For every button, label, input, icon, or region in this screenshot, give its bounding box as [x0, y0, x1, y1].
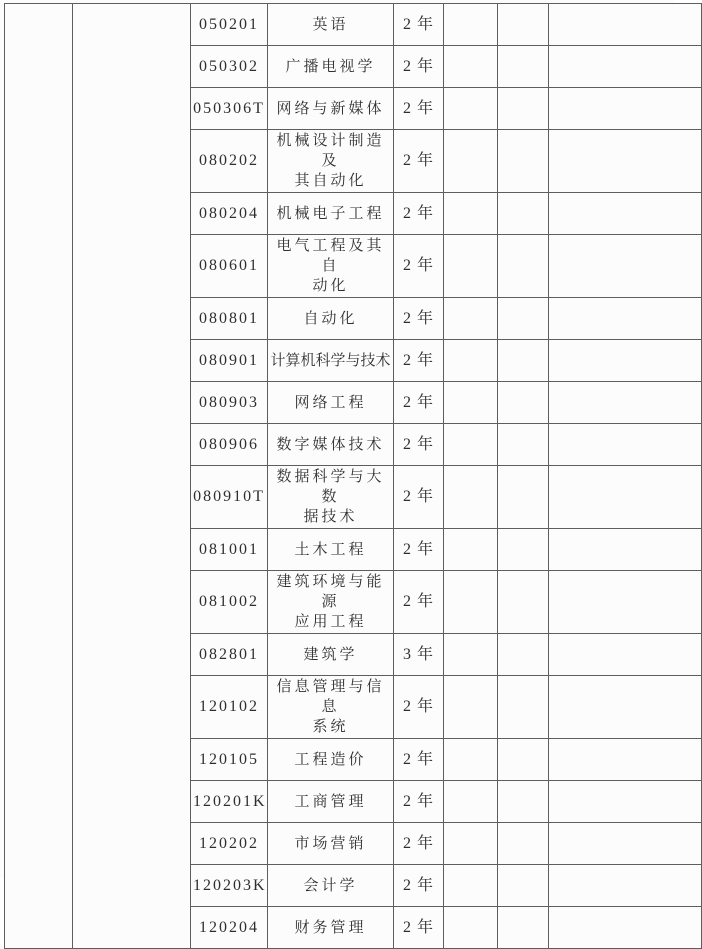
duration-cell: 2 年	[394, 382, 444, 424]
empty-cell	[549, 739, 702, 781]
duration-cell: 2 年	[394, 130, 444, 193]
major-code-cell: 120102	[191, 676, 268, 739]
majors-table	[4, 3, 702, 949]
major-name-line: 会计学	[303, 877, 358, 894]
empty-cell	[498, 676, 549, 739]
major-name-line: 市场营销	[294, 835, 367, 852]
major-name-cell	[268, 739, 394, 781]
empty-cell	[549, 130, 702, 193]
major-name-cell	[268, 340, 394, 382]
empty-cell	[498, 529, 549, 571]
empty-cell	[444, 571, 498, 634]
major-name-cell	[268, 781, 394, 823]
empty-cell	[549, 466, 702, 529]
empty-cell	[549, 382, 702, 424]
duration-cell: 2 年	[394, 340, 444, 382]
empty-cell	[498, 823, 549, 865]
duration-cell: 2 年	[394, 4, 444, 46]
major-name-line: 计算机科学与技术	[270, 352, 391, 369]
major-name-line: 机械电子工程	[276, 205, 385, 222]
empty-cell	[549, 907, 702, 949]
empty-cell	[498, 571, 549, 634]
major-code-cell: 080601	[191, 235, 268, 298]
major-name-line: 工商管理	[294, 793, 367, 810]
major-code-cell: 081001	[191, 529, 268, 571]
major-name-cell	[268, 571, 394, 634]
empty-cell	[549, 298, 702, 340]
empty-cell	[444, 466, 498, 529]
major-name-cell	[268, 823, 394, 865]
empty-cell	[549, 529, 702, 571]
major-name-cell	[268, 424, 394, 466]
empty-cell	[549, 193, 702, 235]
empty-cell	[444, 781, 498, 823]
empty-cell	[498, 298, 549, 340]
empty-cell	[498, 781, 549, 823]
empty-cell	[444, 193, 498, 235]
major-code-cell: 080903	[191, 382, 268, 424]
empty-cell	[498, 424, 549, 466]
major-code-cell: 080906	[191, 424, 268, 466]
empty-cell	[549, 46, 702, 88]
major-code-cell: 080901	[191, 340, 268, 382]
major-code-cell: 050302	[191, 46, 268, 88]
empty-cell	[549, 676, 702, 739]
duration-cell: 2 年	[394, 466, 444, 529]
empty-cell	[498, 865, 549, 907]
duration-cell: 2 年	[394, 781, 444, 823]
empty-cell	[498, 88, 549, 130]
major-name-cell	[268, 676, 394, 739]
empty-cell	[498, 634, 549, 676]
major-code-cell: 080910T	[191, 466, 268, 529]
major-name-line: 电气工程及其自	[276, 238, 385, 274]
empty-cell	[549, 865, 702, 907]
empty-cell	[444, 130, 498, 193]
major-name-line: 系统	[312, 719, 349, 735]
major-name-line: 网络与新媒体	[276, 100, 385, 117]
empty-cell	[444, 823, 498, 865]
empty-cell	[444, 235, 498, 298]
major-name-cell	[268, 529, 394, 571]
empty-cell	[444, 634, 498, 676]
major-name-line: 英语	[312, 16, 349, 33]
major-code-cell: 082801	[191, 634, 268, 676]
major-name-cell	[268, 466, 394, 529]
empty-cell	[498, 466, 549, 529]
major-name-cell	[268, 4, 394, 46]
duration-cell: 2 年	[394, 46, 444, 88]
duration-cell: 3 年	[394, 634, 444, 676]
duration-cell: 2 年	[394, 571, 444, 634]
empty-cell	[498, 130, 549, 193]
major-code-cell: 120203K	[191, 865, 268, 907]
empty-cell	[444, 340, 498, 382]
major-name-cell	[268, 634, 394, 676]
empty-cell	[498, 4, 549, 46]
major-name-line: 机械设计制造及	[276, 133, 385, 169]
major-code-cell: 120105	[191, 739, 268, 781]
duration-cell: 2 年	[394, 298, 444, 340]
empty-cell	[444, 676, 498, 739]
empty-cell	[549, 340, 702, 382]
major-code-cell: 080801	[191, 298, 268, 340]
major-name-line: 自动化	[303, 310, 358, 327]
major-name-line: 广播电视学	[285, 58, 376, 75]
major-name-cell	[268, 88, 394, 130]
major-name-line: 土木工程	[294, 541, 367, 558]
duration-cell: 2 年	[394, 739, 444, 781]
major-code-cell: 120204	[191, 907, 268, 949]
empty-cell	[549, 823, 702, 865]
major-name-line: 动化	[312, 278, 349, 294]
major-code-cell: 080202	[191, 130, 268, 193]
major-name-cell	[268, 130, 394, 193]
left-merged-cell-outer	[5, 4, 73, 949]
empty-cell	[444, 88, 498, 130]
duration-cell: 2 年	[394, 235, 444, 298]
empty-cell	[444, 4, 498, 46]
empty-cell	[498, 382, 549, 424]
duration-cell: 2 年	[394, 865, 444, 907]
empty-cell	[444, 382, 498, 424]
table-row	[5, 4, 702, 46]
empty-cell	[549, 571, 702, 634]
major-name-line: 建筑学	[303, 646, 358, 663]
empty-cell	[498, 907, 549, 949]
major-name-line: 据技术	[303, 509, 358, 525]
duration-cell: 2 年	[394, 676, 444, 739]
major-code-cell: 120202	[191, 823, 268, 865]
left-merged-cell-inner	[73, 4, 191, 949]
empty-cell	[444, 298, 498, 340]
empty-cell	[549, 424, 702, 466]
empty-cell	[549, 235, 702, 298]
empty-cell	[549, 781, 702, 823]
duration-cell: 2 年	[394, 529, 444, 571]
major-code-cell: 050306T	[191, 88, 268, 130]
major-name-cell	[268, 865, 394, 907]
major-name-line: 数字媒体技术	[276, 436, 385, 453]
duration-cell: 2 年	[394, 193, 444, 235]
major-name-line: 财务管理	[294, 919, 367, 936]
empty-cell	[444, 907, 498, 949]
empty-cell	[444, 424, 498, 466]
major-name-cell	[268, 46, 394, 88]
empty-cell	[549, 4, 702, 46]
empty-cell	[444, 739, 498, 781]
major-name-line: 工程造价	[294, 751, 367, 768]
major-name-cell	[268, 382, 394, 424]
duration-cell: 2 年	[394, 88, 444, 130]
major-code-cell: 080204	[191, 193, 268, 235]
major-name-line: 其自动化	[294, 173, 367, 189]
empty-cell	[498, 46, 549, 88]
empty-cell	[444, 529, 498, 571]
duration-cell: 2 年	[394, 424, 444, 466]
empty-cell	[549, 634, 702, 676]
major-name-line: 网络工程	[294, 394, 367, 411]
empty-cell	[498, 193, 549, 235]
major-code-cell: 081002	[191, 571, 268, 634]
major-name-cell	[268, 907, 394, 949]
empty-cell	[444, 865, 498, 907]
major-name-line: 建筑环境与能源	[276, 574, 385, 610]
major-name-line: 信息管理与信息	[276, 679, 385, 715]
major-name-cell	[268, 235, 394, 298]
major-name-line: 应用工程	[294, 614, 367, 630]
empty-cell	[444, 46, 498, 88]
empty-cell	[498, 235, 549, 298]
duration-cell: 2 年	[394, 823, 444, 865]
majors-table-body	[5, 4, 702, 949]
empty-cell	[498, 739, 549, 781]
major-name-cell	[268, 298, 394, 340]
major-code-cell: 050201	[191, 4, 268, 46]
major-name-cell	[268, 193, 394, 235]
empty-cell	[549, 88, 702, 130]
major-code-cell: 120201K	[191, 781, 268, 823]
major-name-line: 数据科学与大数	[276, 469, 385, 505]
empty-cell	[498, 340, 549, 382]
duration-cell: 2 年	[394, 907, 444, 949]
